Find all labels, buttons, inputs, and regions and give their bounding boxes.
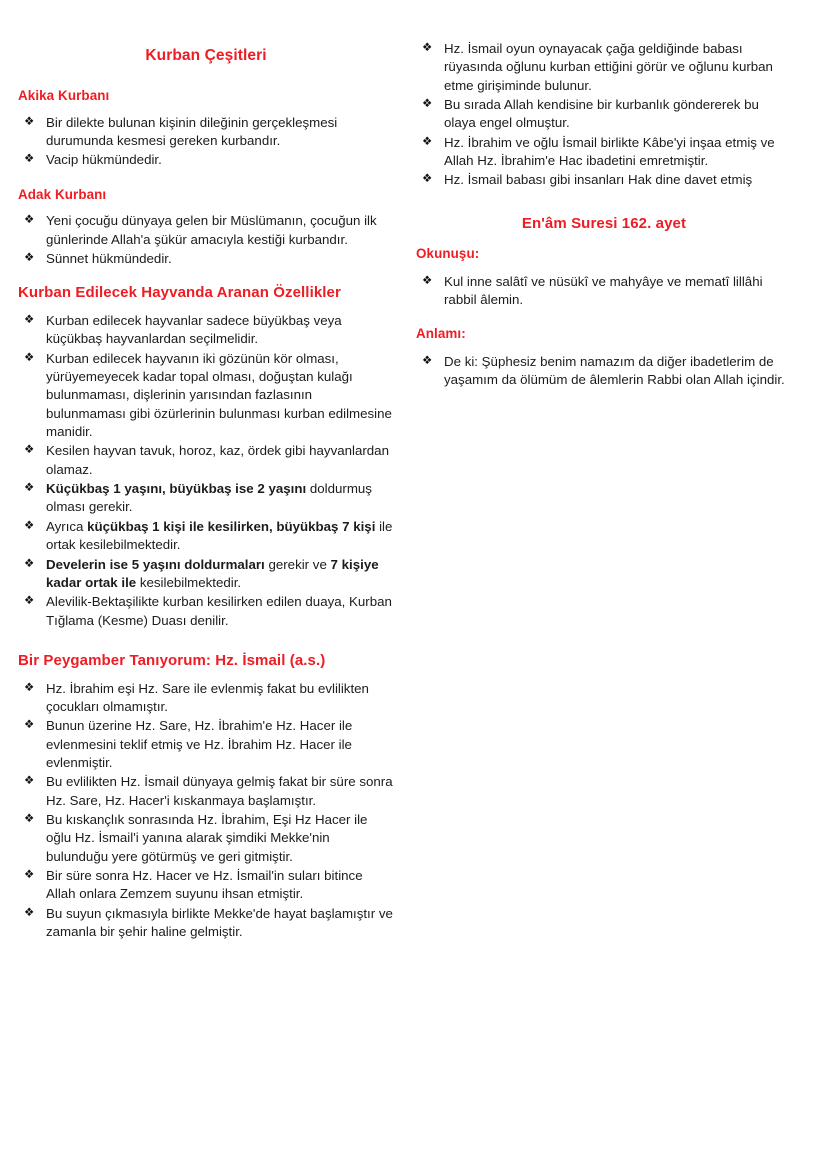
diamond-bullet-icon: ❖: [24, 595, 35, 608]
list-item: [18, 518, 394, 555]
diamond-bullet-icon: ❖: [422, 274, 433, 287]
list-item: [18, 556, 394, 593]
list-item: [18, 717, 394, 772]
diamond-bullet-icon: ❖: [24, 153, 35, 166]
list-item: [416, 273, 792, 310]
list-item: [18, 480, 394, 517]
diamond-bullet-icon: ❖: [24, 214, 35, 227]
text-run: doldurmuş olması gerekir.: [46, 481, 372, 515]
list-item: [18, 811, 394, 866]
section-heading-peygamber: Bir Peygamber Tanıyorum: Hz. İsmail (a.s.): [18, 651, 326, 669]
list-item-text: Kul inne salâtî ve nüsükî ve mahyâye ve mematî lillâhi rabbil âlemin.: [444, 273, 763, 308]
diamond-bullet-icon: ❖: [24, 519, 35, 532]
diamond-bullet-icon: ❖: [24, 557, 35, 570]
section-heading-ozellikler: Kurban Edilecek Hayvanda Aranan Özellikler: [18, 284, 341, 302]
diamond-bullet-icon: ❖: [24, 813, 35, 826]
list-item-text: De ki: Şüphesiz benim namazım da diğer ibadetlerim de yaşamım da ölümüm de âlemlerin Rabbi olan Allah içindir.: [444, 353, 785, 388]
diamond-bullet-icon: ❖: [24, 775, 35, 788]
list-item: [18, 114, 394, 151]
bold-run: Develerin ise 5 yaşını doldurmaları: [46, 556, 265, 572]
list-item: [18, 905, 394, 942]
text-run: gerekir ve: [264, 556, 331, 572]
list-anlami: [416, 353, 792, 390]
diamond-bullet-icon: ❖: [24, 906, 35, 919]
list-okunusu: [416, 273, 792, 310]
list-akika: [18, 114, 394, 170]
list-item: [416, 134, 792, 171]
list-item-text: Hz. İsmail oyun oynayacak çağa geldiğinde babası rüyasında oğlunu kurban ettiğini görür ve oğlunu kurban etme girişiminde bulunur.: [444, 41, 773, 93]
list-item: [18, 350, 394, 442]
list-item-text: Hz. İsmail babası gibi insanları Hak dine davet etmiş: [444, 172, 753, 188]
list-ismail-continued: [416, 40, 792, 190]
list-item-text: Kurban edilecek hayvanın iki gözünün kör olması, yürüyemeyecek kadar topal olması, doğuştan kulağı bulunmaması, dişlerinin yarısından fazlasının bulunmaması gibi özürlerinin bulunması kurban edilmesine manidir.: [46, 350, 392, 440]
list-item: [18, 867, 394, 904]
section-heading-adak: Adak Kurbanı: [18, 186, 107, 202]
bold-run: Küçükbaş 1 yaşını, büyükbaş ise 2 yaşını: [46, 481, 307, 497]
section-heading-akika: Akika Kurbanı: [18, 88, 110, 104]
list-item-text: Bir süre sonra Hz. Hacer ve Hz. İsmail'in suları bitince Allah onlara Zemzem suyunu ihsan etmiştir.: [46, 868, 363, 902]
list-item-text: Sünnet hükmündedir.: [46, 250, 172, 266]
diamond-bullet-icon: ❖: [24, 314, 35, 327]
page-title: Kurban Çeşitleri: [145, 47, 267, 64]
list-ozellikler: [18, 312, 394, 630]
text-run: Ayrıca: [46, 518, 88, 534]
diamond-bullet-icon: ❖: [24, 251, 35, 264]
diamond-bullet-icon: ❖: [24, 444, 35, 457]
list-item: [416, 171, 792, 189]
diamond-bullet-icon: ❖: [24, 681, 35, 694]
list-item-text: Bu kıskançlık sonrasında Hz. İbrahim, Eşi Hz Hacer ile oğlu Hz. İsmail'i yanına alarak şimdiki Mekke'nin bulunduğu yere götürmüş ve geri gitmiştir.: [46, 812, 368, 864]
list-adak: [18, 212, 394, 268]
text-run: kesilebilmektedir.: [136, 574, 242, 590]
left-column: [18, 40, 394, 957]
list-item: [18, 212, 394, 249]
list-item: [18, 312, 394, 349]
list-item-text: Yeni çocuğu dünyaya gelen bir Müslümanın, çocuğun ilk günlerinde Allah'a şükür amacıyla kestiği kurbandır.: [46, 213, 377, 247]
list-item-rich-text: [46, 557, 379, 590]
list-item: [18, 680, 394, 717]
diamond-bullet-icon: ❖: [24, 482, 35, 495]
list-item: [18, 773, 394, 810]
list-item-text: Bunun üzerine Hz. Sare, Hz. İbrahim'e Hz. Hacer ile evlenmesini teklif etmiş ve Hz. İbrahim Hz. Hacer ile evlenmiştir.: [46, 718, 353, 770]
section-heading-enam-suresi: En'âm Suresi 162. ayet: [521, 214, 687, 232]
list-item-rich-text: [46, 519, 392, 552]
diamond-bullet-icon: ❖: [24, 869, 35, 882]
list-item-text: Hz. İbrahim eşi Hz. Sare ile evlenmiş fakat bu evlilikten çocukları olmamıştır.: [46, 680, 369, 714]
diamond-bullet-icon: ❖: [422, 42, 433, 54]
diamond-bullet-icon: ❖: [422, 135, 433, 148]
list-item-text: Hz. İbrahim ve oğlu İsmail birlikte Kâbe'yi inşaa etmiş ve Allah Hz. İbrahim'e Hac ibadetini emretmiştir.: [444, 134, 775, 169]
list-item: [416, 40, 792, 95]
list-item-text: Bir dilekte bulunan kişinin dileğinin gerçekleşmesi durumunda kesmesi gereken kurbandır.: [46, 114, 338, 149]
list-item: [416, 96, 792, 133]
list-item: [18, 442, 394, 479]
diamond-bullet-icon: ❖: [24, 115, 35, 128]
diamond-bullet-icon: ❖: [24, 719, 35, 732]
list-item-rich-text: [46, 481, 372, 514]
list-item: [18, 250, 394, 268]
subheading-okunusu: Okunuşu:: [416, 246, 480, 262]
list-item-text: Bu evlilikten Hz. İsmail dünyaya gelmiş fakat bir süre sonra Hz. Sare, Hz. Hacer'i kıskanmaya başlamıştır.: [46, 774, 393, 808]
list-item-text: Kurban edilecek hayvanlar sadece büyükbaş veya küçükbaş hayvanlardan seçilmelidir.: [46, 313, 342, 347]
list-item-text: Bu suyun çıkmasıyla birlikte Mekke'de hayat başlamıştır ve zamanla bir şehir haline gelmiştir.: [46, 905, 393, 940]
diamond-bullet-icon: ❖: [422, 354, 433, 367]
text-run: ile ortak kesilebilmektedir.: [46, 518, 393, 553]
list-item: [18, 151, 394, 169]
list-item: [416, 353, 792, 390]
diamond-bullet-icon: ❖: [422, 98, 433, 111]
list-item: [18, 593, 394, 630]
list-item-text: Kesilen hayvan tavuk, horoz, kaz, ördek gibi hayvanlardan olamaz.: [46, 443, 389, 477]
bold-run: 7 kişiye kadar ortak ile: [46, 556, 379, 590]
list-item-text: Bu sırada Allah kendisine bir kurbanlık göndererek bu olaya engel olmuştur.: [444, 97, 759, 131]
list-item-text: Alevilik-Bektaşilikte kurban kesilirken edilen duaya, Kurban Tığlama (Kesme) Duası denilir.: [46, 594, 392, 628]
list-peygamber: [18, 680, 394, 942]
right-column: [416, 40, 792, 405]
diamond-bullet-icon: ❖: [422, 173, 433, 186]
subheading-anlami: Anlamı:: [416, 326, 466, 342]
list-item-text: Vacip hükmündedir.: [46, 152, 162, 168]
diamond-bullet-icon: ❖: [24, 351, 35, 364]
two-column-layout: [18, 40, 810, 957]
bold-run: küçükbaş 1 kişi ile kesilirken, büyükbaş 7 kişi: [87, 518, 376, 534]
